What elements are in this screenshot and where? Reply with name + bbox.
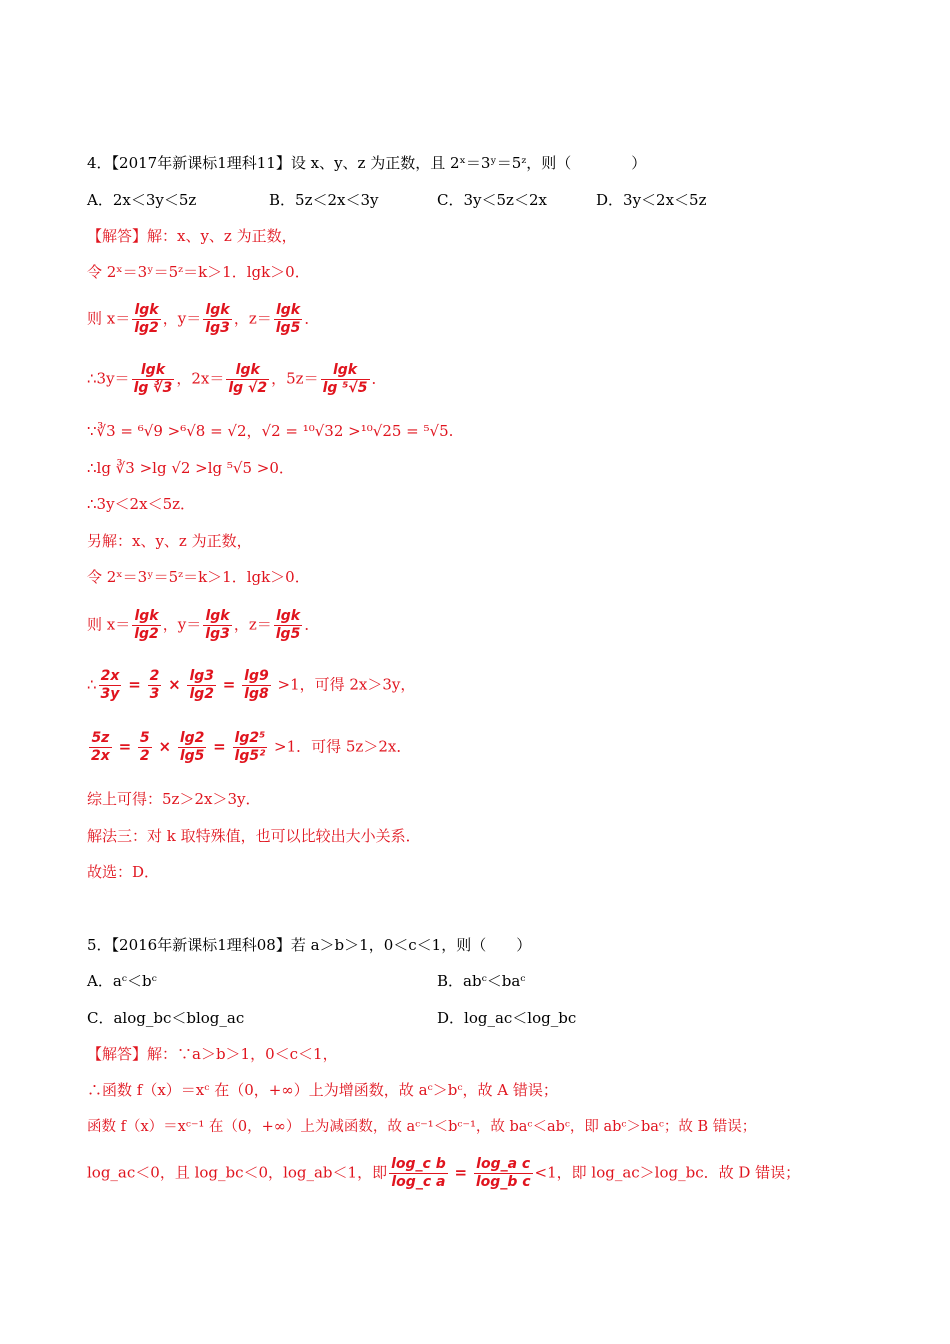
q4-alt-summary: 综上可得：5z＞2x＞3y． [87, 790, 261, 808]
equals-sign: = [222, 675, 236, 694]
fraction-num: lg9 [244, 668, 269, 684]
fraction-den: 2x [91, 748, 110, 764]
fraction-den: lg3 [205, 320, 230, 336]
text-segment: <1，即 log_ac＞log_bc．故 D 错误； [534, 1163, 801, 1182]
q5-option-d[interactable]: D．log_ac＜log_bc [437, 1009, 577, 1027]
fraction-y [203, 608, 232, 643]
text-segment: ． [304, 615, 320, 634]
fraction-y [203, 302, 232, 337]
q4-option-a[interactable]: A．2x＜3y＜5z [87, 191, 197, 209]
fraction-num: lgk [134, 608, 159, 624]
q5-option-b[interactable]: B．abᶜ＜baᶜ [437, 972, 526, 990]
fraction-num: 5z [91, 730, 110, 746]
fraction-den: lg5 [275, 626, 301, 642]
fraction-3y [132, 362, 175, 397]
fraction-z [274, 302, 303, 337]
fraction-den: lg3 [205, 626, 230, 642]
fraction-den: log_c a [389, 1173, 448, 1191]
fraction-den: lg √2 [228, 380, 268, 396]
fraction-num: lg3 [189, 668, 215, 684]
fraction-logac-over-logbc [474, 1156, 533, 1191]
fraction-5z [321, 362, 370, 397]
fraction-den: lg5 [179, 748, 205, 764]
q5-solution-option-a: ∴函数 f（x）＝xᶜ 在（0，+∞）上为增函数，故 aᶜ＞bᶜ，故 A 错误； [87, 1081, 558, 1099]
fraction-den: log_b c [475, 1174, 531, 1190]
q4-alt-solution-let-k: 令 2ˣ＝3ʸ＝5ᶻ＝k＞1．lgk＞0． [87, 568, 310, 586]
q4-method-three: 解法三：对 k 取特殊值，也可以比较出大小关系． [87, 827, 421, 845]
fraction-num: lgk [134, 302, 159, 318]
equals-sign: = [118, 737, 132, 756]
text-segment: ． [304, 309, 320, 328]
q4-option-c[interactable]: C．3y＜5z＜2x [437, 191, 547, 209]
fraction-x [132, 302, 161, 337]
times-sign: × [158, 737, 172, 756]
fraction-den: 3y [100, 686, 120, 702]
fraction-den: 3 [149, 686, 160, 702]
fraction-den: lg ∛3 [133, 380, 173, 396]
q4-alt-ratio-5z-2x [87, 730, 411, 765]
q5-solution-option-d [87, 1156, 800, 1191]
fraction-num: lgk [205, 302, 230, 318]
fraction-den: lg5 [275, 320, 301, 336]
fraction-den: lg2 [189, 686, 215, 702]
q4-option-d[interactable]: D．3y＜2x＜5z [596, 191, 707, 209]
text-segment: ∴3y＝ [87, 369, 130, 388]
q5-solution-intro: 【解答】解：∵a＞b＞1，0＜c＜1， [87, 1045, 338, 1063]
text-segment: ，z＝ [233, 309, 272, 328]
times-sign: × [168, 675, 181, 694]
fraction-5z-over-2x [89, 730, 112, 765]
fraction-2x [226, 362, 269, 397]
q5-option-c[interactable]: C．alog_bc＜blog_ac [87, 1009, 245, 1027]
q4-solution-xyz-values [87, 302, 319, 337]
q4-alt-solution-xyz-values [87, 608, 319, 643]
text-segment: >1，可得 2x＞3y， [277, 675, 416, 694]
q4-alt-ratio-2x-3y [87, 668, 415, 703]
fraction-num: log_c b [391, 1156, 446, 1172]
fraction-num: lgk [235, 362, 260, 378]
fraction-5-over-2 [138, 730, 152, 765]
fraction-num: lgk [140, 362, 166, 378]
fraction-den: lg2 [134, 320, 159, 336]
fraction-x [132, 608, 161, 643]
q4-solution-intro: 【解答】解：x、y、z 为正数， [87, 227, 297, 245]
text-segment: 则 x＝ [87, 615, 131, 634]
fraction-den: lg ⁵√5 [322, 380, 368, 396]
fraction-num: 5 [139, 730, 150, 746]
text-segment: log_ac＜0，且 log_bc＜0，log_ab＜1，即 [87, 1163, 388, 1182]
fraction-num: 2x [100, 668, 120, 684]
q4-header: 4．【2017年新课标1理科11】设 x、y、z 为正数，且 2ˣ＝3ʸ＝5ᶻ，则（ ） [87, 154, 647, 172]
fraction-num: lg2⁵ [234, 730, 266, 746]
equals-sign: = [454, 1163, 468, 1182]
fraction-2x-over-3y [99, 668, 122, 703]
fraction-den: lg2 [134, 626, 159, 642]
fraction-lg9-over-lg8 [242, 668, 271, 703]
q5-solution-option-b: 函数 f（x）＝xᶜ⁻¹ 在（0，+∞）上为减函数，故 aᶜ⁻¹＜bᶜ⁻¹，故 baᶜ＜abᶜ，即 abᶜ＞baᶜ；故 B 错误； [87, 1119, 757, 1135]
q5-option-a[interactable]: A．aᶜ＜bᶜ [87, 972, 157, 990]
fraction-num: lgk [205, 608, 230, 624]
text-segment: 则 x＝ [87, 309, 131, 328]
fraction-2-over-3 [148, 668, 162, 703]
q4-solution-let-k: 令 2ˣ＝3ʸ＝5ᶻ＝k＞1．lgk＞0． [87, 263, 310, 281]
fraction-logcb-over-logca [389, 1156, 448, 1191]
text-segment: >1．可得 5z＞2x． [274, 737, 412, 756]
fraction-z [274, 608, 303, 643]
fraction-lg3-over-lg2 [187, 668, 216, 703]
text-segment: ． [371, 369, 387, 388]
text-segment: ，5z＝ [271, 369, 319, 388]
fraction-num: 2 [149, 668, 160, 684]
fraction-den: 2 [139, 748, 150, 764]
q4-alt-solution-intro: 另解：x、y、z 为正数， [87, 532, 252, 550]
q4-solution-conclusion: ∴3y＜2x＜5z． [87, 495, 196, 513]
equals-sign: = [213, 737, 226, 756]
text-segment: ，y＝ [162, 309, 202, 328]
therefore-symbol: ∴ [87, 675, 97, 694]
fraction-num: lgk [275, 608, 301, 624]
fraction-num: log_a c [476, 1156, 531, 1172]
fraction-lg2pow5-over-lg5pow2 [233, 730, 268, 765]
q4-solution-lg-comparison: ∴lg ∛3 >lg √2 >lg ⁵√5 >0． [87, 459, 294, 477]
q4-option-b[interactable]: B．5z＜2x＜3y [269, 191, 379, 209]
text-segment: ，2x＝ [176, 369, 225, 388]
q4-answer: 故选：D． [87, 863, 160, 881]
fraction-num: lgk [332, 362, 358, 378]
equals-sign: = [128, 675, 141, 694]
fraction-den: lg8 [244, 686, 269, 702]
fraction-lg2-over-lg5 [178, 730, 207, 765]
text-segment: ，z＝ [233, 615, 272, 634]
fraction-num: lgk [275, 302, 301, 318]
q5-header: 5．【2016年新课标1理科08】若 a＞b＞1，0＜c＜1，则（ ） [87, 936, 532, 954]
fraction-num: lg2 [179, 730, 205, 746]
text-segment: ，y＝ [162, 615, 202, 634]
q4-solution-root-comparison: ∵∛3 = ⁶√9 >⁶√8 = √2，√2 = ¹⁰√32 >¹⁰√25 = ⁵√5. [87, 422, 454, 440]
q4-solution-3y-2x-5z [87, 362, 387, 397]
fraction-den: lg5² [234, 748, 266, 764]
